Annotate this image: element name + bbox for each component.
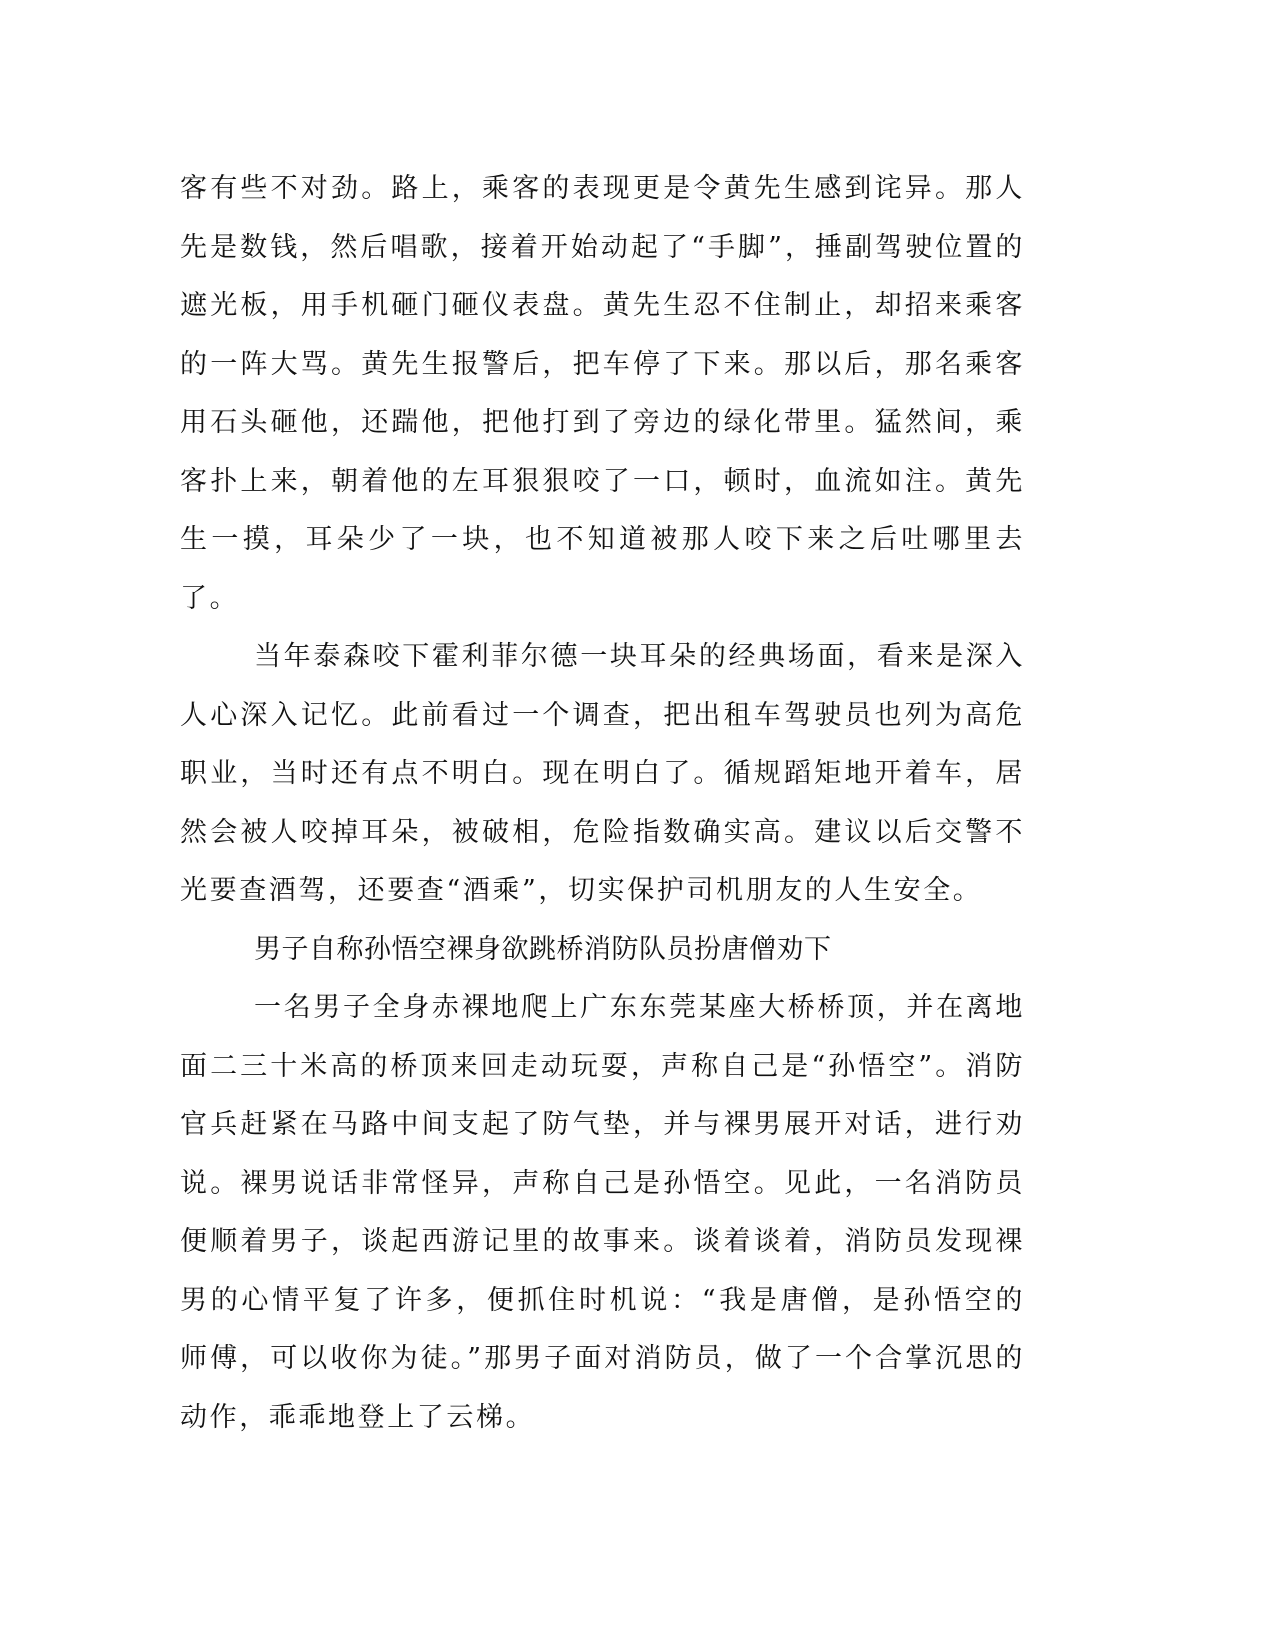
document-body	[180, 160, 1025, 1447]
paragraph-sun-wukong-story: 一名男子全身赤裸地爬上广东东莞某座大桥桥顶，并在离地面二三十米高的桥顶来回走动玩耍，声称自己是“孙悟空”。消防官兵赶紧在马路中间支起了防气垫，并与裸男展开对话，进行劝说。裸男说话非常怪异，声称自己是孙悟空。见此，一名消防员便顺着男子，谈起西游记里的故事来。谈着谈着，消防员发现裸男的心情平复了许多，便抓住时机说：“我是唐僧，是孙悟空的师傅，可以收你为徒。”那男子面对消防员，做了一个合掌沉思的动作，乖乖地登上了云梯。	[180, 992, 1025, 1433]
paragraph-tyson-commentary: 当年泰森咬下霍利菲尔德一块耳朵的经典场面，看来是深入人心深入记忆。此前看过一个调查，把出租车驾驶员也列为高危职业，当时还有点不明白。现在明白了。循规蹈矩地开着车，居然会被人咬掉耳朵，被破相，危险指数确实高。建议以后交警不光要查酒驾，还要查“酒乘”，切实保护司机朋友的人生安全。	[180, 641, 1025, 906]
article-heading: 男子自称孙悟空裸身欲跳桥消防队员扮唐僧劝下	[254, 933, 832, 965]
paragraph-continuation: 客有些不对劲。路上，乘客的表现更是令黄先生感到诧异。那人先是数钱，然后唱歌，接着开始动起了“手脚”，捶副驾驶位置的遮光板，用手机砸门砸仪表盘。黄先生忍不住制止，却招来乘客的一阵大骂。黄先生报警后，把车停了下来。那以后，那名乘客用石头砸他，还踹他，把他打到了旁边的绿化带里。猛然间，乘客扑上来，朝着他的左耳狠狠咬了一口，顿时，血流如注。黄先生一摸，耳朵少了一块，也不知道被那人咬下来之后吐哪里去了。	[180, 173, 1025, 614]
